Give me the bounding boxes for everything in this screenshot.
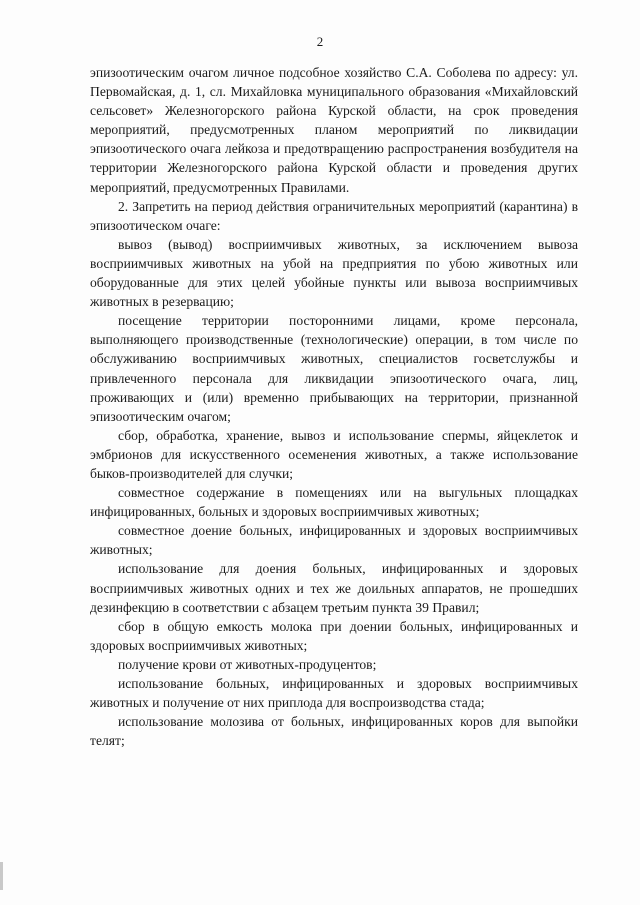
paragraph-prohibition-blood: получение крови от животных-продуцентов; <box>118 656 377 672</box>
paragraph-prohibition-breeding: использование больных, инфицированных и здоровых восприимчивых животных и получение от них приплода для воспроизводства стада; <box>90 676 578 711</box>
paragraph-prohibition-joint-milking: совместное доение больных, инфицированных и здоровых восприимчивых животных; <box>90 523 578 558</box>
scan-edge-mark <box>0 862 3 890</box>
paragraph-prohibition-milking-machines: использование для доения больных, инфицированных и здоровых восприимчивых животных одних и тех же доильных аппаратов, не прошедших дезинфекцию в соответствии с абзацем третьим пункта 39 Правил; <box>90 561 578 615</box>
paragraph-prohibition-visits: посещение территории посторонними лицами, кроме персонала, выполняющего производственные (технологические) операции, в том числе по обслуживанию восприимчивых животных, специалистов госветслужбы и привлеченного персонала для ликвидации эпизоотического очага, лиц, проживающих и (или) временно прибывающих на территории, признанной эпизоотическим очагом; <box>90 313 578 424</box>
paragraph-prohibition-semen: сбор, обработка, хранение, вывоз и использование спермы, яйцеклеток и эмбрионов для искусственного осеменения животных, а также использование быков-производителей для случки; <box>90 427 578 481</box>
paragraph-prohibition-colostrum: использование молозива от больных, инфицированных коров для выпойки телят; <box>90 714 578 749</box>
paragraph-prohibition-export: вывоз (вывод) восприимчивых животных, за исключением вывоза восприимчивых животных на убой на предприятия по убою животных или оборудованные для этих целей убойные пункты или вывоза восприимчивых животных в резервацию; <box>90 236 578 310</box>
paragraph-item-2: 2. Запретить на период действия ограничительных мероприятий (карантина) в эпизоотическом очаге: <box>90 198 578 233</box>
paragraph-prohibition-milk-collection: сбор в общую емкость молока при доении больных, инфицированных и здоровых восприимчивых животных; <box>90 618 578 653</box>
document-body <box>90 63 578 750</box>
paragraph-continuation: эпизоотическим очагом личное подсобное хозяйство С.А. Соболева по адресу: ул. Первомайская, д. 1, сл. Михайловка муниципального образования «Михайловский сельсовет» Железногорского района Курской области, на срок проведения мероприятий, предусмотренных планом мероприятий по ликвидации эпизоотического очага лейкоза и предотвращению распространения возбудителя на территории Железногорского района Курской области и проведения других мероприятий, предусмотренных Правилами. <box>90 65 578 195</box>
paragraph-prohibition-housing: совместное содержание в помещениях или на выгульных площадках инфицированных, больных и здоровых восприимчивых животных; <box>90 485 578 520</box>
page-number: 2 <box>316 34 324 49</box>
